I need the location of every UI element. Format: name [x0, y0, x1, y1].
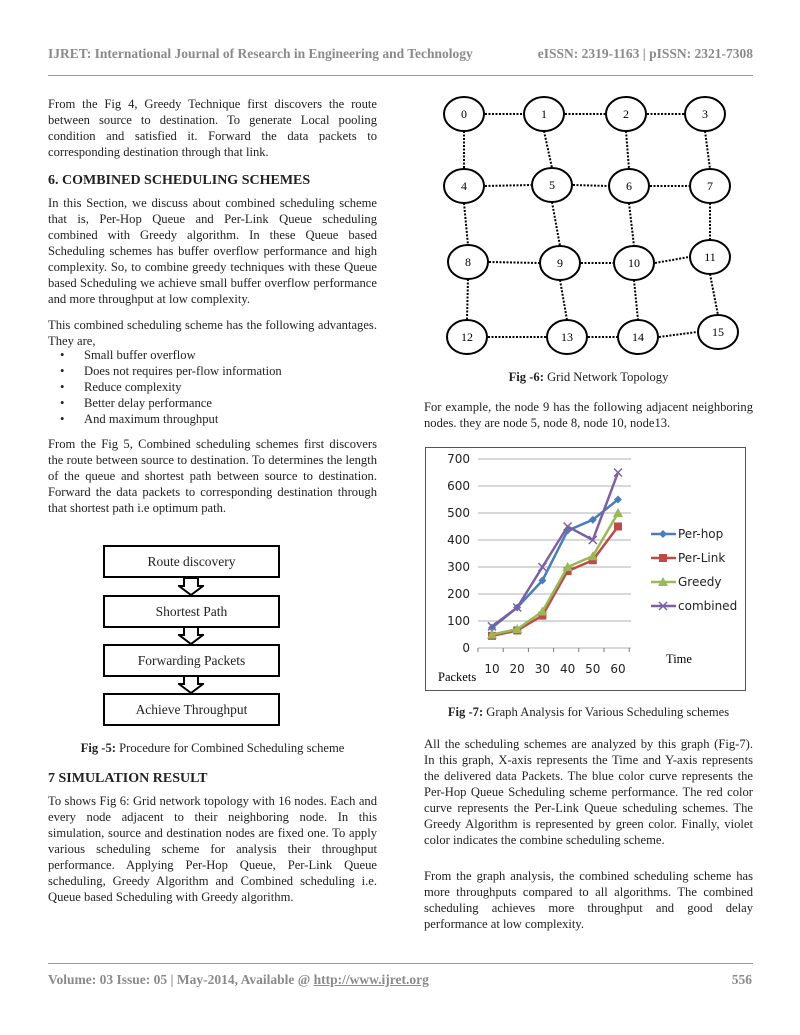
series-line-Greedy [492, 513, 618, 635]
y-tick-label: 200 [447, 587, 470, 601]
y-tick-label: 300 [447, 560, 470, 574]
caption-text: Grid Network Topology [543, 370, 669, 384]
list-item: • Small buffer overflow [48, 347, 282, 363]
node-label: 9 [557, 256, 563, 270]
flow-box-forwarding-packets: Forwarding Packets [103, 644, 280, 677]
link-line [573, 185, 608, 186]
node-label: 13 [561, 330, 573, 344]
list-item: • Better delay performance [48, 395, 282, 411]
y-axis-label: Packets [438, 670, 477, 684]
down-arrow-icon [178, 676, 204, 693]
y-tick-label: 100 [447, 614, 470, 628]
x-tick-label: 60 [610, 662, 626, 676]
figure-7-caption [424, 705, 753, 720]
diamond-marker [659, 530, 667, 538]
paragraph: From the graph analysis, the combined scheduling scheme has more throughputs compared to all algorithms. The combined scheduling achieves more throughput and good delay performance at low complexity. [424, 869, 753, 931]
issn-header: eISSN: 2319-1163 | pISSN: 2321-7308 [537, 46, 753, 61]
y-tick-label: 400 [447, 533, 470, 547]
series-line-Per-Link [492, 527, 618, 636]
paragraph: From the Fig 5, Combined scheduling schemes first discovers the route between source to destination. To determines the length of the queue and shortest path between source to destination. Forward the data packets to corresponding destination through that shortest path i.e optimum path. [48, 437, 377, 515]
node-label: 7 [707, 179, 713, 193]
footer-text: Volume: 03 Issue: 05 | May-2014, Available @ [48, 972, 314, 987]
paragraph: All the scheduling schemes are analyzed by this graph (Fig-7). In this graph, X-axis represents the Time and Y-axis represents the delivered data Packets. The blue color curve represents the Per-Hop Queue Scheduling scheme performance. The red color curve represents the Per-Link Queue scheduling schemes. The Greedy Algorithm is represented by green color. Finally, violet color indicates the combine scheduling scheme. [424, 737, 753, 847]
link-line [467, 279, 468, 320]
paragraph: This combined scheduling scheme has the following advantages. They are, [48, 318, 377, 348]
node-label: 1 [541, 107, 547, 121]
node-label: 2 [623, 107, 629, 121]
scheduling-line-chart [425, 447, 746, 691]
node-label: 14 [632, 330, 644, 344]
paragraph: To shows Fig 6: Grid network topology with 16 nodes. Each and every node adjacent to their neighboring node. In this simulation, source and destination nodes are fixed one. To apply various scheduling scheme for analysis their throughput performance. Applying Per-Hop Queue, Per-Link Queue scheduling, Greedy Algorithm and Combined scheduling i.e. Queue based Scheduling with Greedy algorithm. [48, 794, 377, 904]
caption-label: Fig -6: [508, 370, 544, 384]
node-label: 10 [628, 256, 640, 270]
node-label: 4 [461, 179, 467, 193]
grid-network-topology [0, 0, 800, 370]
link-line [659, 332, 697, 337]
link-line [552, 202, 560, 246]
link-line [544, 131, 552, 168]
legend-label: Greedy [678, 575, 722, 589]
series-line-combined [492, 473, 618, 627]
journal-header: IJRET: International Journal of Research in Engineering and Technology [48, 46, 473, 61]
x-axis-label: Time [666, 652, 692, 666]
caption-text: Procedure for Combined Scheduling scheme [115, 741, 345, 755]
square-marker [659, 554, 667, 562]
journal-link[interactable]: http://www.ijret.org [313, 972, 429, 987]
y-tick-label: 600 [447, 479, 470, 493]
link-line [489, 262, 539, 263]
link-line [655, 257, 689, 263]
list-item: • And maximum throughput [48, 411, 282, 427]
node-label: 15 [712, 325, 724, 339]
triangle-marker [613, 508, 623, 517]
caption-label: Fig -5: [80, 741, 116, 755]
x-tick-label: 30 [534, 662, 551, 676]
node-label: 8 [465, 255, 471, 269]
legend-label: Per-Link [678, 551, 726, 565]
page-number: 556 [731, 972, 752, 987]
node-label: 6 [626, 179, 632, 193]
node-label: 11 [704, 250, 716, 264]
link-line [634, 280, 638, 320]
flow-box-achieve-throughput: Achieve Throughput [103, 693, 280, 726]
link-line [464, 203, 468, 245]
node-label: 5 [549, 178, 555, 192]
footer-rule [48, 963, 753, 964]
legend-label: Per-hop [678, 527, 724, 541]
caption-text: Graph Analysis for Various Scheduling schemes [483, 705, 730, 719]
y-tick-label: 700 [447, 452, 470, 466]
x-tick-label: 50 [585, 662, 601, 676]
list-item: • Does not requires per-flow information [48, 363, 282, 379]
y-tick-label: 500 [447, 506, 470, 520]
paragraph: For example, the node 9 has the following adjacent neighboring nodes. they are node 5, node 8, node 10, node13. [424, 400, 753, 430]
section-heading-7: 7 SIMULATION RESULT [48, 771, 208, 786]
paragraph: From the Fig 4, Greedy Technique first discovers the route between source to destination. To generate Local pooling condition and satisfied it. Forward the data packets to corresponding destination through that link. [48, 97, 377, 159]
paragraph: In this Section, we discuss about combined scheduling scheme that is, Per-Hop Queue and Per-Link Queue scheduling combined with Greedy algorithm. In these Queue based Scheduling schemes has buffer overflow performance and high complexity. So, to combine greedy techniques with these Queue based Scheduling we achieve small buffer overflow performance and more throughput at low complexity. [48, 196, 377, 306]
flow-box-shortest-path: Shortest Path [103, 595, 280, 628]
x-tick-label: 40 [559, 662, 576, 676]
y-tick-label: 0 [462, 641, 470, 655]
link-line [629, 203, 634, 246]
section-heading-6: 6. COMBINED SCHEDULING SCHEMES [48, 173, 311, 188]
link-line [626, 131, 629, 169]
node-label: 0 [461, 107, 467, 121]
series-line-Per-hop [492, 500, 618, 628]
figure-6-caption [424, 370, 753, 385]
legend-label: combined [678, 599, 738, 613]
x-tick-label: 10 [484, 662, 500, 676]
footer-volume [48, 972, 429, 988]
node-label: 3 [702, 107, 708, 121]
down-arrow-icon [178, 578, 204, 595]
caption-label: Fig -7: [447, 705, 484, 719]
flow-box-route-discovery: Route discovery [103, 545, 280, 578]
link-line [485, 185, 531, 186]
link-line [705, 131, 710, 169]
figure-5-caption [48, 741, 377, 756]
link-line [560, 280, 567, 320]
node-label: 12 [461, 330, 473, 344]
link-line [710, 274, 718, 315]
x-tick-label: 20 [509, 662, 525, 676]
down-arrow-icon [178, 627, 204, 644]
list-item: • Reduce complexity [48, 379, 282, 395]
square-marker [614, 523, 622, 531]
